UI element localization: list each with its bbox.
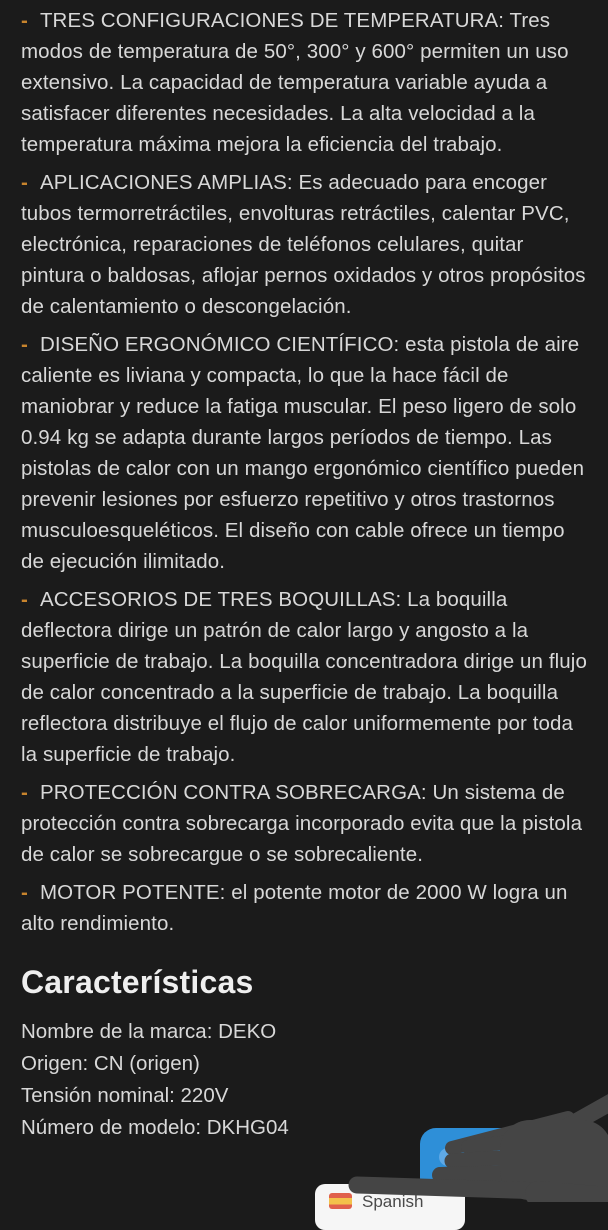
spec-origin: Origen: CN (origen) — [21, 1052, 200, 1075]
bullet-text: ACCESORIOS DE TRES BOQUILLAS: La boquilla deflectora dirige un patrón de calor largo y angosto a la superficie de trabajo. La boquilla concentradora dirige un flujo de calor concentrado a la superficie de trabajo. La boquilla reflectora distribuye el flujo de calor uniformemente por toda la superficie de trabajo. — [21, 588, 587, 766]
bullet-item-temperature-settings — [21, 5, 587, 160]
spec-brand-name: Nombre de la marca: DEKO — [21, 1020, 277, 1043]
spec-rated-voltage: Tensión nominal: 220V — [21, 1084, 229, 1107]
bullet-item-three-nozzles — [21, 584, 587, 770]
bullet-text: DISEÑO ERGONÓMICO CIENTÍFICO: esta pistola de aire caliente es liviana y compacta, lo que la hace fácil de maniobrar y reduce la fatiga muscular. El peso ligero de solo 0.94 kg se adapta durante largos períodos de tiempo. Las pistolas de calor con un mango ergonómico científico pueden prevenir lesiones por esfuerzo repetitivo y otros trastornos musculoesqueléticos. El diseño con cable ofrece un tiempo de ejecución ilimitado. — [21, 333, 585, 573]
spec-model-number: Número de modelo: DKHG04 — [21, 1116, 289, 1139]
bullet-item-overload-protection — [21, 777, 587, 870]
hand-finger-overlay — [340, 1176, 608, 1202]
translate-language-label: Spanish — [362, 1192, 424, 1211]
bullet-text: APLICACIONES AMPLIAS: Es adecuado para encoger tubos termorretráctiles, envolturas retráctiles, calentar PVC, electrónica, reparaciones de teléfonos celulares, quitar pintura o baldosas, aflojar pernos oxidados y otros propósitos de calentamiento o descongelación. — [21, 171, 586, 318]
bullet-dash: - — [21, 9, 28, 32]
bullet-item-wide-applications — [21, 167, 587, 322]
bullet-dash: - — [21, 781, 28, 804]
features-heading: Características — [21, 964, 254, 1000]
bullet-dash: - — [21, 333, 28, 356]
bullet-dash: - — [21, 588, 28, 611]
bullet-text: PROTECCIÓN CONTRA SOBRECARGA: Un sistema de protección contra sobrecarga incorporado evita que la pistola de calor se sobrecargue o se sobrecaliente. — [21, 781, 583, 866]
bullet-text: TRES CONFIGURACIONES DE TEMPERATURA: Tres modos de temperatura de 50°, 300° y 600° permiten un uso extensivo. La capacidad de temperatura variable ayuda a satisfacer diferentes necesidades. La alta velocidad a la temperatura máxima mejora la eficiencia del trabajo. — [21, 9, 569, 156]
bullet-dash: - — [21, 881, 28, 904]
bullet-item-powerful-motor — [21, 877, 587, 939]
bullet-item-ergonomic-design — [21, 329, 587, 577]
bullet-dash: - — [21, 171, 28, 194]
bullet-text: MOTOR POTENTE: el potente motor de 2000 W logra un alto rendimiento. — [21, 881, 568, 935]
